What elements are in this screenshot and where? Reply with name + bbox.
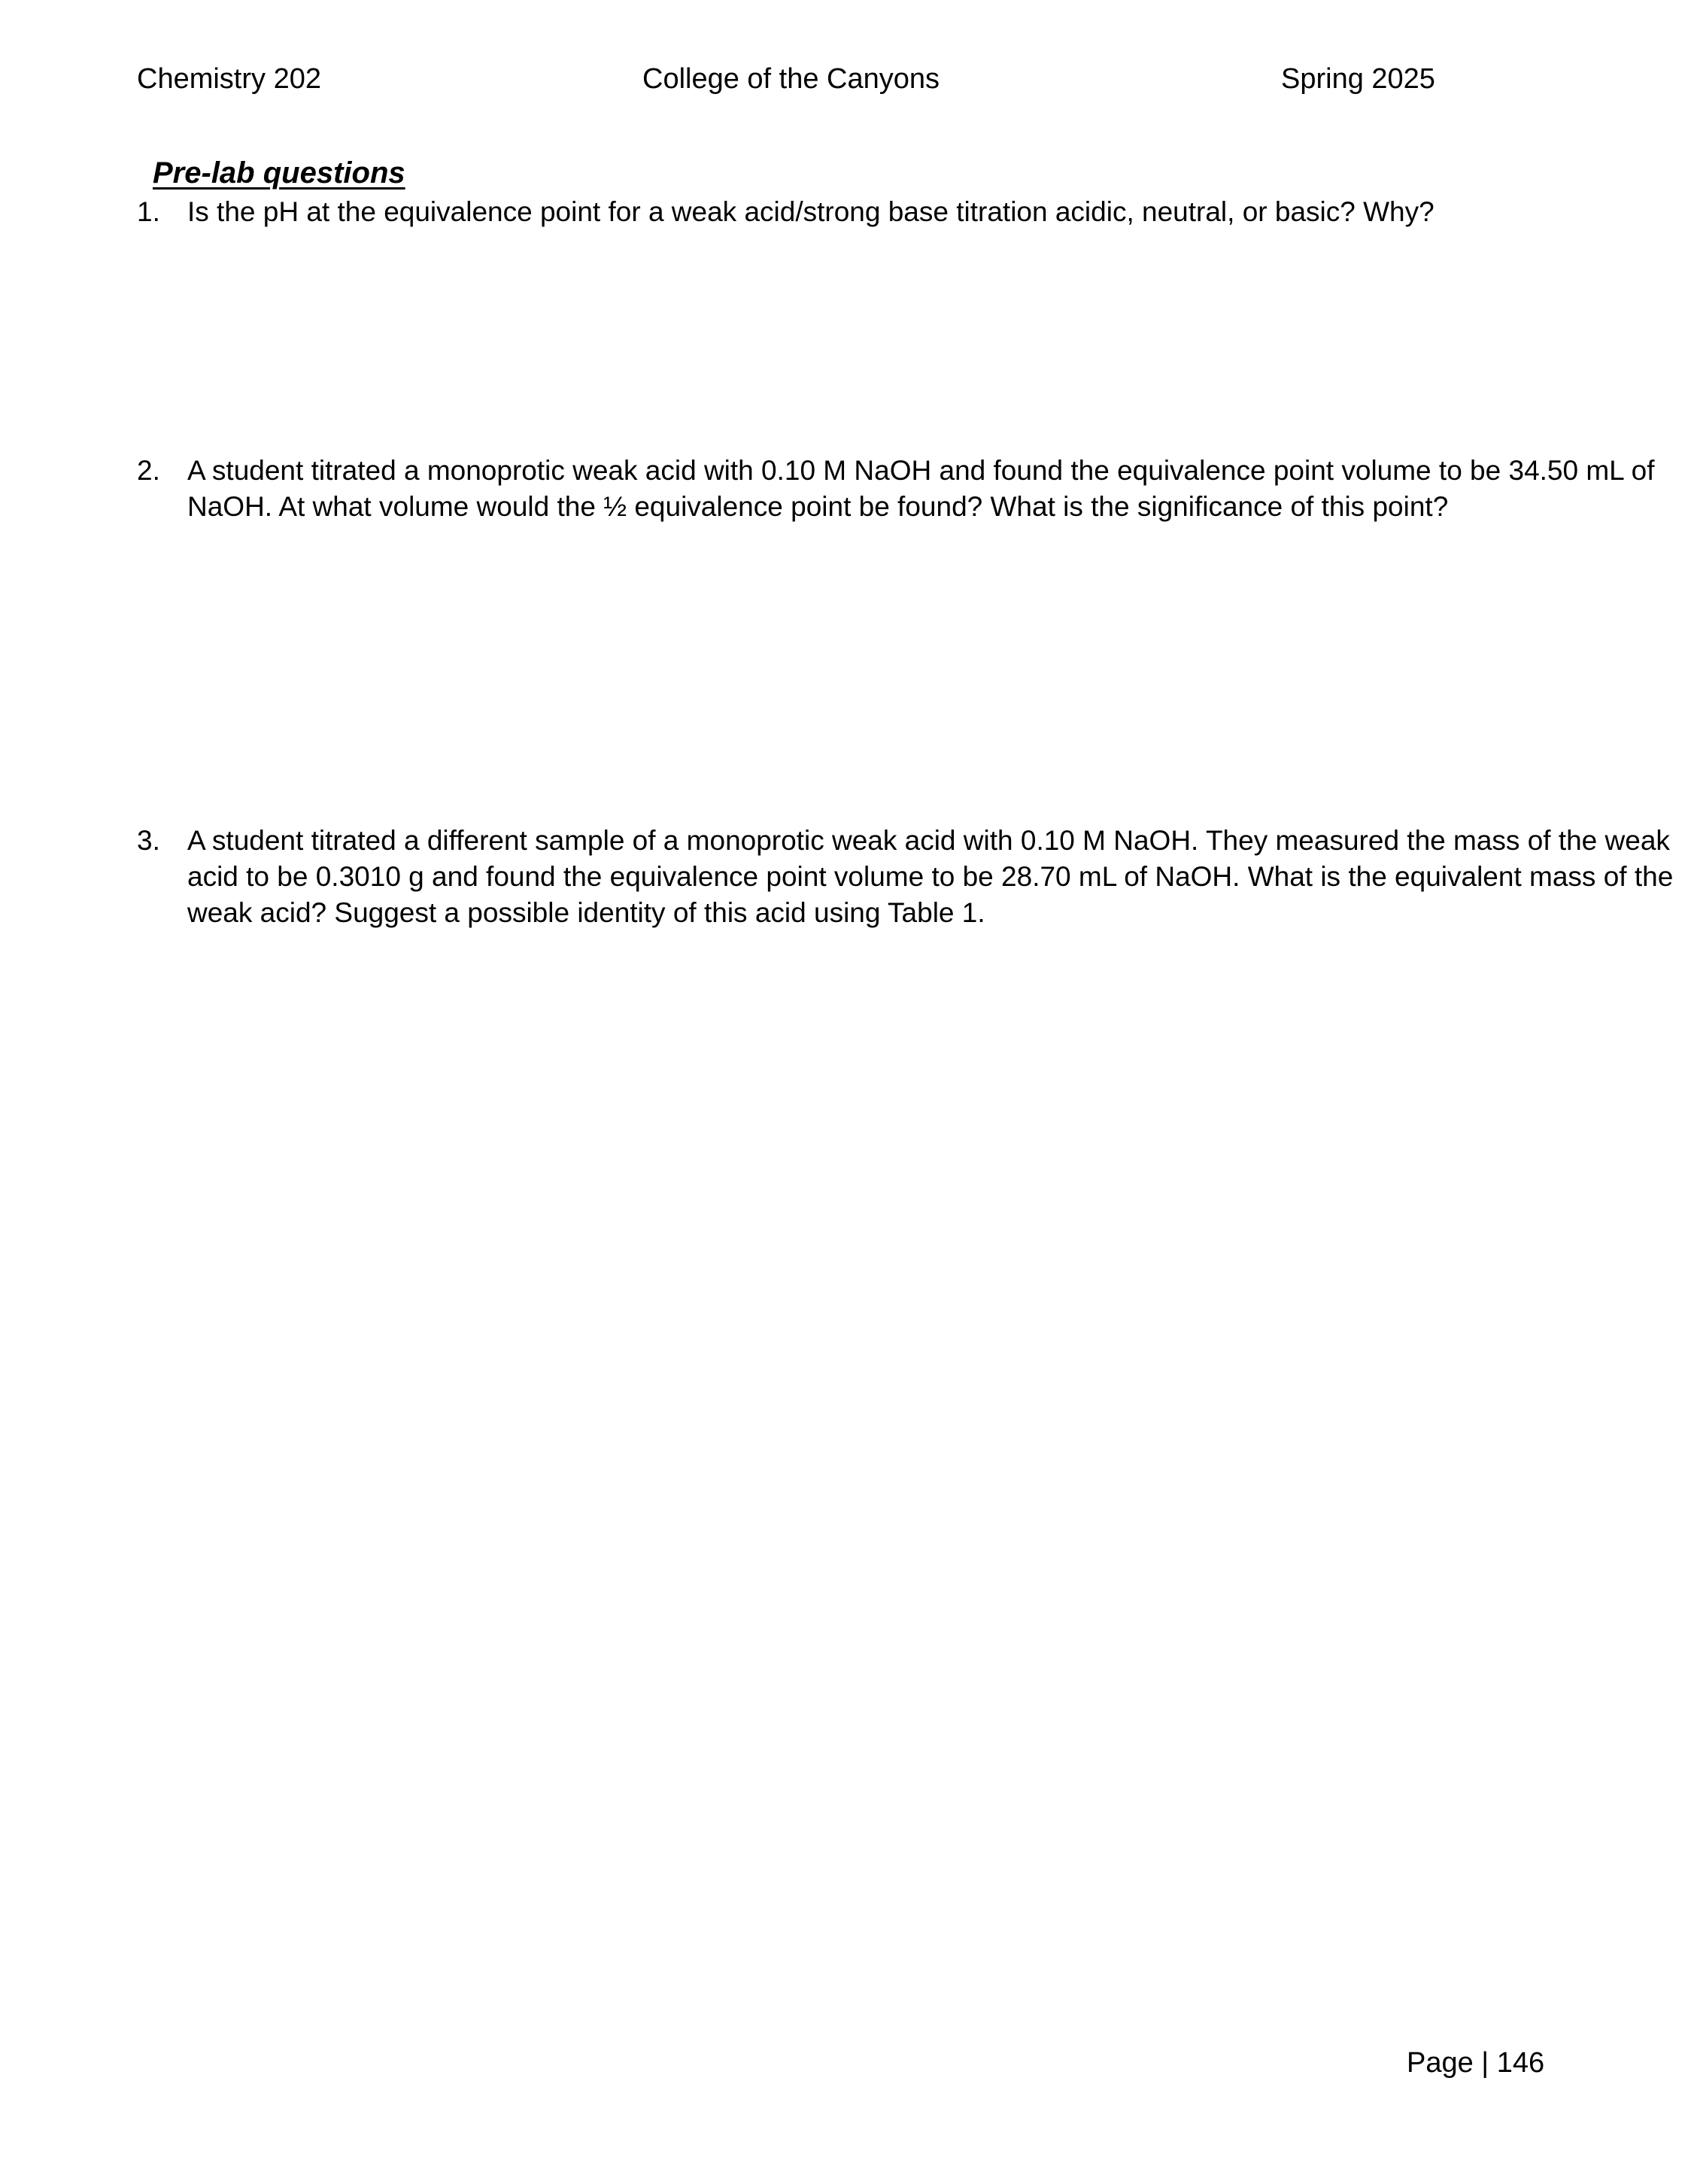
question-text: A student titrated a monoprotic weak acid with 0.10 M NaOH and found the equivalence point volume to be 34.50 mL of NaOH. At what volume would the ½ equivalence point be found? What is the significance of this point? [187, 455, 1655, 522]
question-number: 1. [137, 196, 160, 227]
question-number: 3. [137, 825, 160, 856]
section-title: Pre-lab questions [153, 156, 405, 190]
question-2 [137, 453, 1655, 525]
page-number: Page | 146 [1407, 2047, 1545, 2079]
question-text: Is the pH at the equivalence point for a weak acid/strong base titration acidic, neutral, or basic? Why? [187, 196, 1434, 227]
course-header: Chemistry 202 [137, 63, 321, 95]
question-1 [137, 194, 1551, 230]
question-number: 2. [137, 455, 160, 486]
college-header: College of the Canyons [642, 63, 940, 95]
question-3 [137, 823, 1674, 931]
question-text: A student titrated a different sample of a monoprotic weak acid with 0.10 M NaOH. They measured the mass of the weak acid to be 0.3010 g and found the equivalence point volume to be 28.70 mL of NaOH. What is the equivalent mass of the weak acid? Suggest a possible identity of this acid using Table 1. [187, 825, 1674, 928]
term-header: Spring 2025 [1281, 63, 1435, 95]
